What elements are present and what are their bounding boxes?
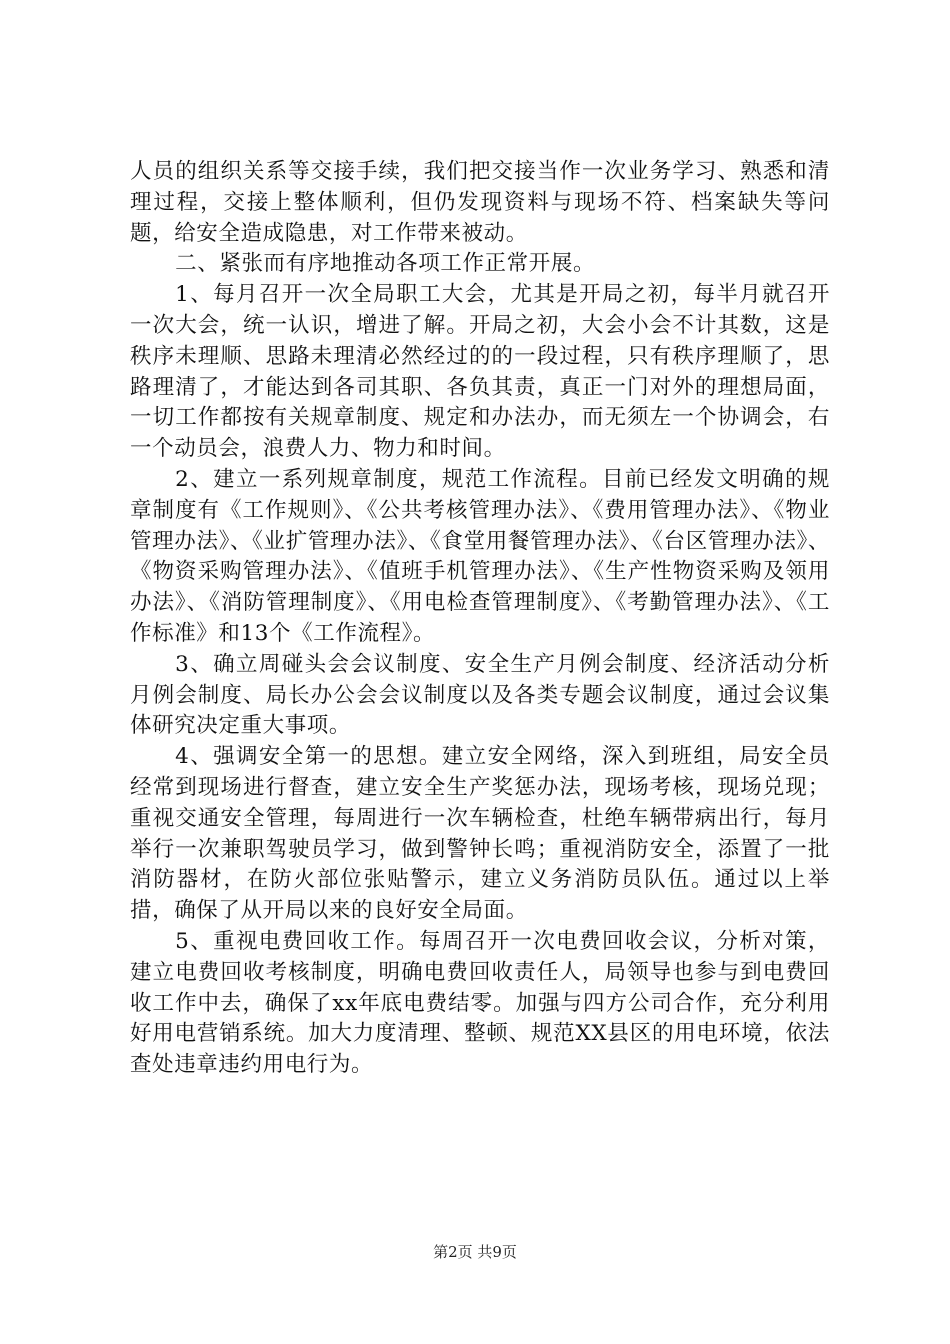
paragraph-item-2: 2、建立一系列规章制度，规范工作流程。目前已经发文明确的规章制度有《工作规则》、《公共考核管理办法》、《费用管理办法》、《物业管理办法》、《业扩管理办法》、《食堂用餐管理办法》、《台区管理办法》、《物资采购管理办法》、《值班手机管理办法》、《生产性物资采购及领用办法》、《消防管理制度》、《用电检查管理制度》、《考勤管理办法》、《工作标准》和13个《工作流程》。 xyxy=(130,466,830,646)
paragraph-item-1: 1、每月召开一次全局职工大会，尤其是开局之初，每半月就召开一次大会，统一认识，增进了解。开局之初，大会小会不计其数，这是秩序未理顺、思路未理清必然经过的的一段过程，只有秩序理顺了，思路理清了，才能达到各司其职、各负其责，真正一门对外的理想局面，一切工作都按有关规章制度、规定和办法办，而无须左一个协调会，右一个动员会，浪费人力、物力和时间。 xyxy=(130,282,830,462)
paragraph-item-3: 3、确立周碰头会会议制度、安全生产月例会制度、经济活动分析月例会制度、局长办公会会议制度以及各类专题会议制度，通过会议集体研究决定重大事项。 xyxy=(130,651,830,739)
paragraph-continuation: 人员的组织关系等交接手续，我们把交接当作一次业务学习、熟悉和清理过程，交接上整体顺利，但仍发现资料与现场不符、档案缺失等问题，给安全造成隐患，对工作带来被动。 xyxy=(130,159,830,246)
document-body xyxy=(130,157,830,1081)
paragraph-item-4: 4、强调安全第一的思想。建立安全网络，深入到班组，局安全员经常到现场进行督查，建立安全生产奖惩办法，现场考核，现场兑现；重视交通安全管理，每周进行一次车辆检查，杜绝车辆带病出行，每月举行一次兼职驾驶员学习，做到警钟长鸣；重视消防安全，添置了一批消防器材，在防火部位张贴警示，建立义务消防员队伍。通过以上举措，确保了从开局以来的良好安全局面。 xyxy=(130,744,830,924)
page-number-footer: 第2页 共9页 xyxy=(433,1243,517,1261)
paragraph-item-5: 5、重视电费回收工作。每周召开一次电费回收会议，分析对策，建立电费回收考核制度，明确电费回收责任人，局领导也参与到电费回收工作中去，确保了xx年底电费结零。加强与四方公司合作，充分利用好用电营销系统。加大力度清理、整顿、规范XX县区的用电环境，依法查处违章违约用电行为。 xyxy=(130,928,830,1078)
section-heading: 二、紧张而有序地推动各项工作正常开展。 xyxy=(175,251,596,277)
